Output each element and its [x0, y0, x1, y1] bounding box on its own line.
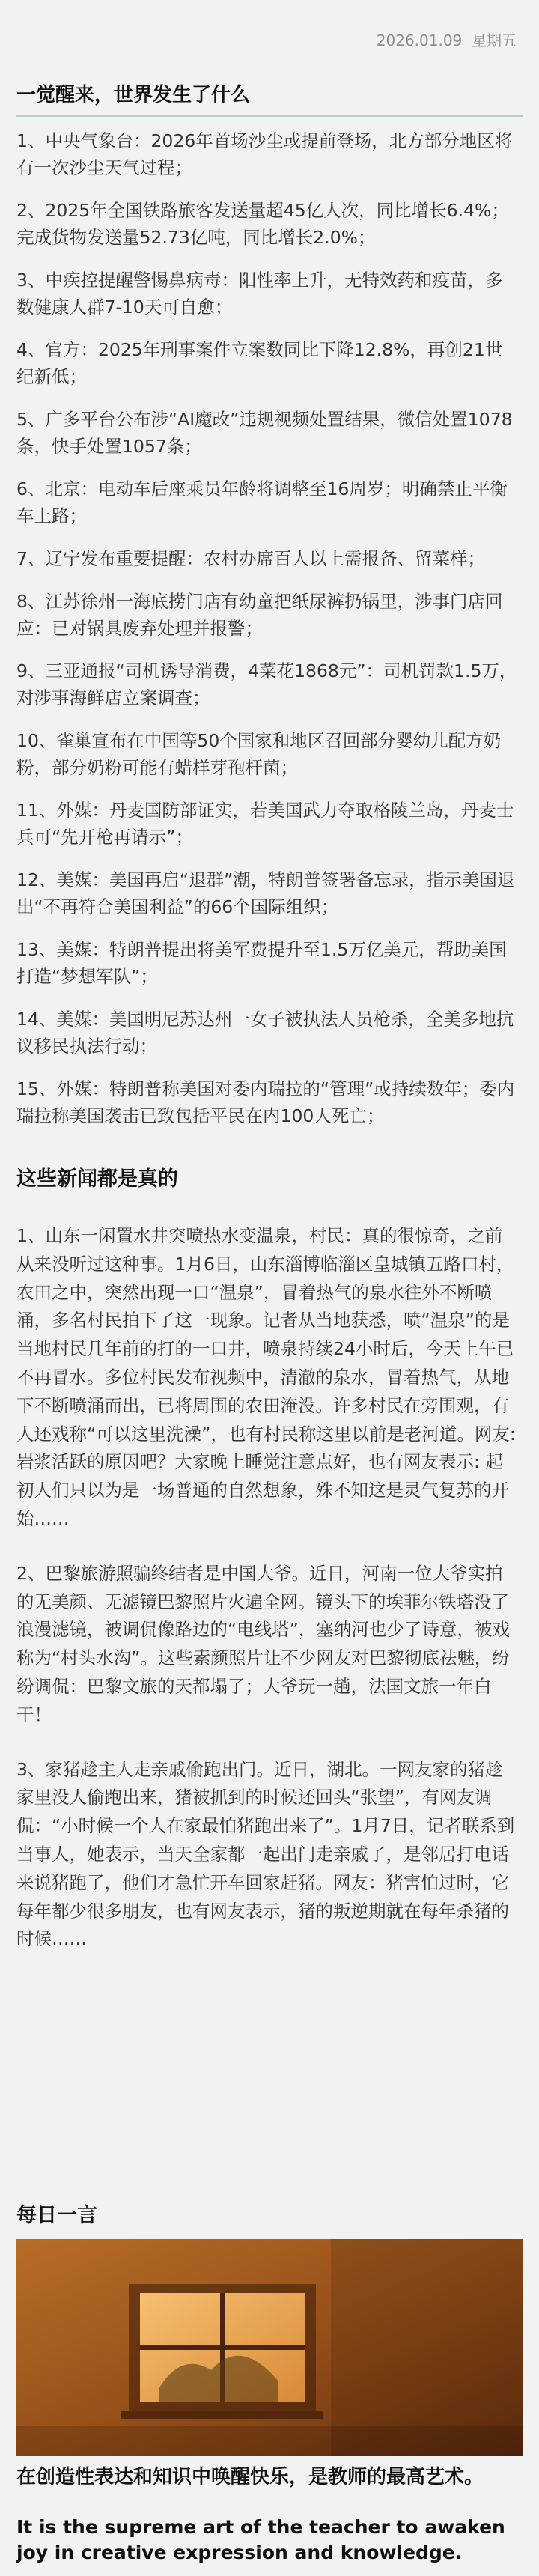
story-paragraph: 2、巴黎旅游照骗终结者是中国大爷。近日，河南一位大爷实拍的无美颜、无滤镜巴黎照片火遍全网。镜头下的埃菲尔铁塔没了浪漫滤镜，被调侃像路边的“电线塔”，塞纳河也少了诗意，被戏称为“村头水沟”。这些素颜照片让不少网友对巴黎彻底祛魅，纷纷调侃：巴黎文旅的天都塌了；大爷玩一趟，法国文旅一年白干！ — [16, 1562, 510, 1725]
news-item: 13、美媒：特朗普提出将美军费提升至1.5万亿美元，帮助美国打造“梦想军队”； — [16, 939, 507, 987]
quote-english: It is the supreme art of the teacher to awaken joy in creative expression and knowledge. — [16, 2516, 505, 2563]
news-item: 1、中央气象台：2026年首场沙尘或提前登场，北方部分地区将有一次沙尘天气过程； — [16, 130, 513, 178]
news-item: 3、中疾控提醒警惕鼻病毒：阳性率上升，无特效药和疫苗，多数健康人群7-10天可自愈； — [16, 270, 503, 318]
quote-photo — [16, 2239, 523, 2456]
story-paragraph: 3、家猪趁主人走亲戚偷跑出门。近日，湖北。一网友家的猪趁家里没人偷跑出来，猪被抓到的时候还回头“张望”，有网友调侃：“小时候一个人在家最怕猪跑出来了”。1月7日，记者联系到当事人，她表示，当天全家都一起出门走亲戚了，是邻居打电话来说猪跑了，他们才急忙开车回家赶猪。网友：猪害怕过时，它每年都少很多朋友，也有网友表示，猪的叛逆期就在每年杀猪的时候…… — [16, 1758, 515, 1950]
news-item: 5、广多平台公布涉“AI魔改”违规视频处置结果，微信处置1078条，快手处置1057条； — [16, 409, 513, 457]
section-stories-header — [16, 1162, 178, 1191]
news-list — [16, 127, 520, 1145]
section-news-header — [16, 79, 523, 117]
quote-chinese: 在创造性表达和知识中唤醒快乐，是教师的最高艺术。 — [16, 2466, 484, 2488]
section-title-quote: 每日一言 — [16, 2204, 97, 2227]
news-item: 10、雀巢宣布在中国等50个国家和地区召回部分婴幼儿配方奶粉，部分奶粉可能有蜡样芽孢杆菌； — [16, 730, 502, 778]
news-item: 7、辽宁发布重要提醒：农村办席百人以上需报备、留菜样； — [16, 548, 485, 569]
section-title-stories: 这些新闻都是真的 — [16, 1167, 178, 1191]
news-item: 9、三亚通报“司机诱导消费，4菜花1868元”：司机罚款1.5万，对涉事海鲜店立案调查； — [16, 660, 517, 708]
news-item: 2、2025年全国铁路旅客发送量超45亿人次，同比增长6.4%；完成货物发送量52.73亿吨，同比增长2.0%； — [16, 200, 509, 248]
news-item: 11、外媒：丹麦国防部证实，若美国武力夺取格陵兰岛，丹麦士兵可“先开枪再请示”； — [16, 800, 514, 848]
story-paragraph: 1、山东一闲置水井突喷热水变温泉，村民：真的很惊奇，之前从来没听过这种事。1月6日，山东淄博临淄区皇城镇五路口村，农田之中，突然出现一口“温泉”，冒着热气的泉水往外不断喷涌，多名村民拍下了这一现象。记者从当地获悉，喷“温泉”的是当地村民几年前的打的一口井，喷泉持续24小时后，今天上午已不再冒水。多位村民发布视频中，清澈的泉水，冒着热气，从地下不断喷涌而出，已将周围的农田淹没。许多村民在旁围观，有人还戏称“可以这里洗澡”，也有村民称这里以前是老河道。网友:岩浆活跃的原因吧？大家晚上睡觉注意点好，也有网友表示: 起初人们只以为是一场普通的自然想象，殊不知这是灵气复苏的开始…… — [16, 1225, 516, 1529]
news-item: 12、美媒：美国再启“退群”潮，特朗普签署备忘录，指示美国退出“不再符合美国利益”的66个国际组织； — [16, 869, 515, 917]
news-item: 6、北京：电动车后座乘员年龄将调整至16周岁；明确禁止平衡车上路； — [16, 479, 508, 526]
news-item: 8、江苏徐州一海底捞门店有幼童把纸尿裤扔锅里，涉事门店回应：已对锅具废弃处理并报警； — [16, 591, 503, 639]
news-item: 4、官方：2025年刑事案件立案数同比下降12.8%，再创21世纪新低； — [16, 339, 503, 387]
story-list — [16, 1222, 520, 1980]
title-divider — [16, 115, 523, 117]
section-quote-header — [16, 2199, 97, 2228]
news-item: 14、美媒：美国明尼苏达州一女子被执法人员枪杀，全美多地抗议移民执法行动； — [16, 1009, 514, 1057]
date-text: 2026.01.09 — [376, 31, 463, 49]
section-title-news: 一觉醒来，世界发生了什么 — [16, 84, 251, 106]
window-photo-illustration — [16, 2239, 523, 2456]
news-item: 15、外媒：特朗普称美国对委内瑞拉的“管理”或持续数年；委内瑞拉称美国袭击已致包括平民在内100人死亡； — [16, 1078, 515, 1126]
weekday-text: 星期五 — [472, 31, 517, 49]
date-line — [377, 28, 517, 50]
